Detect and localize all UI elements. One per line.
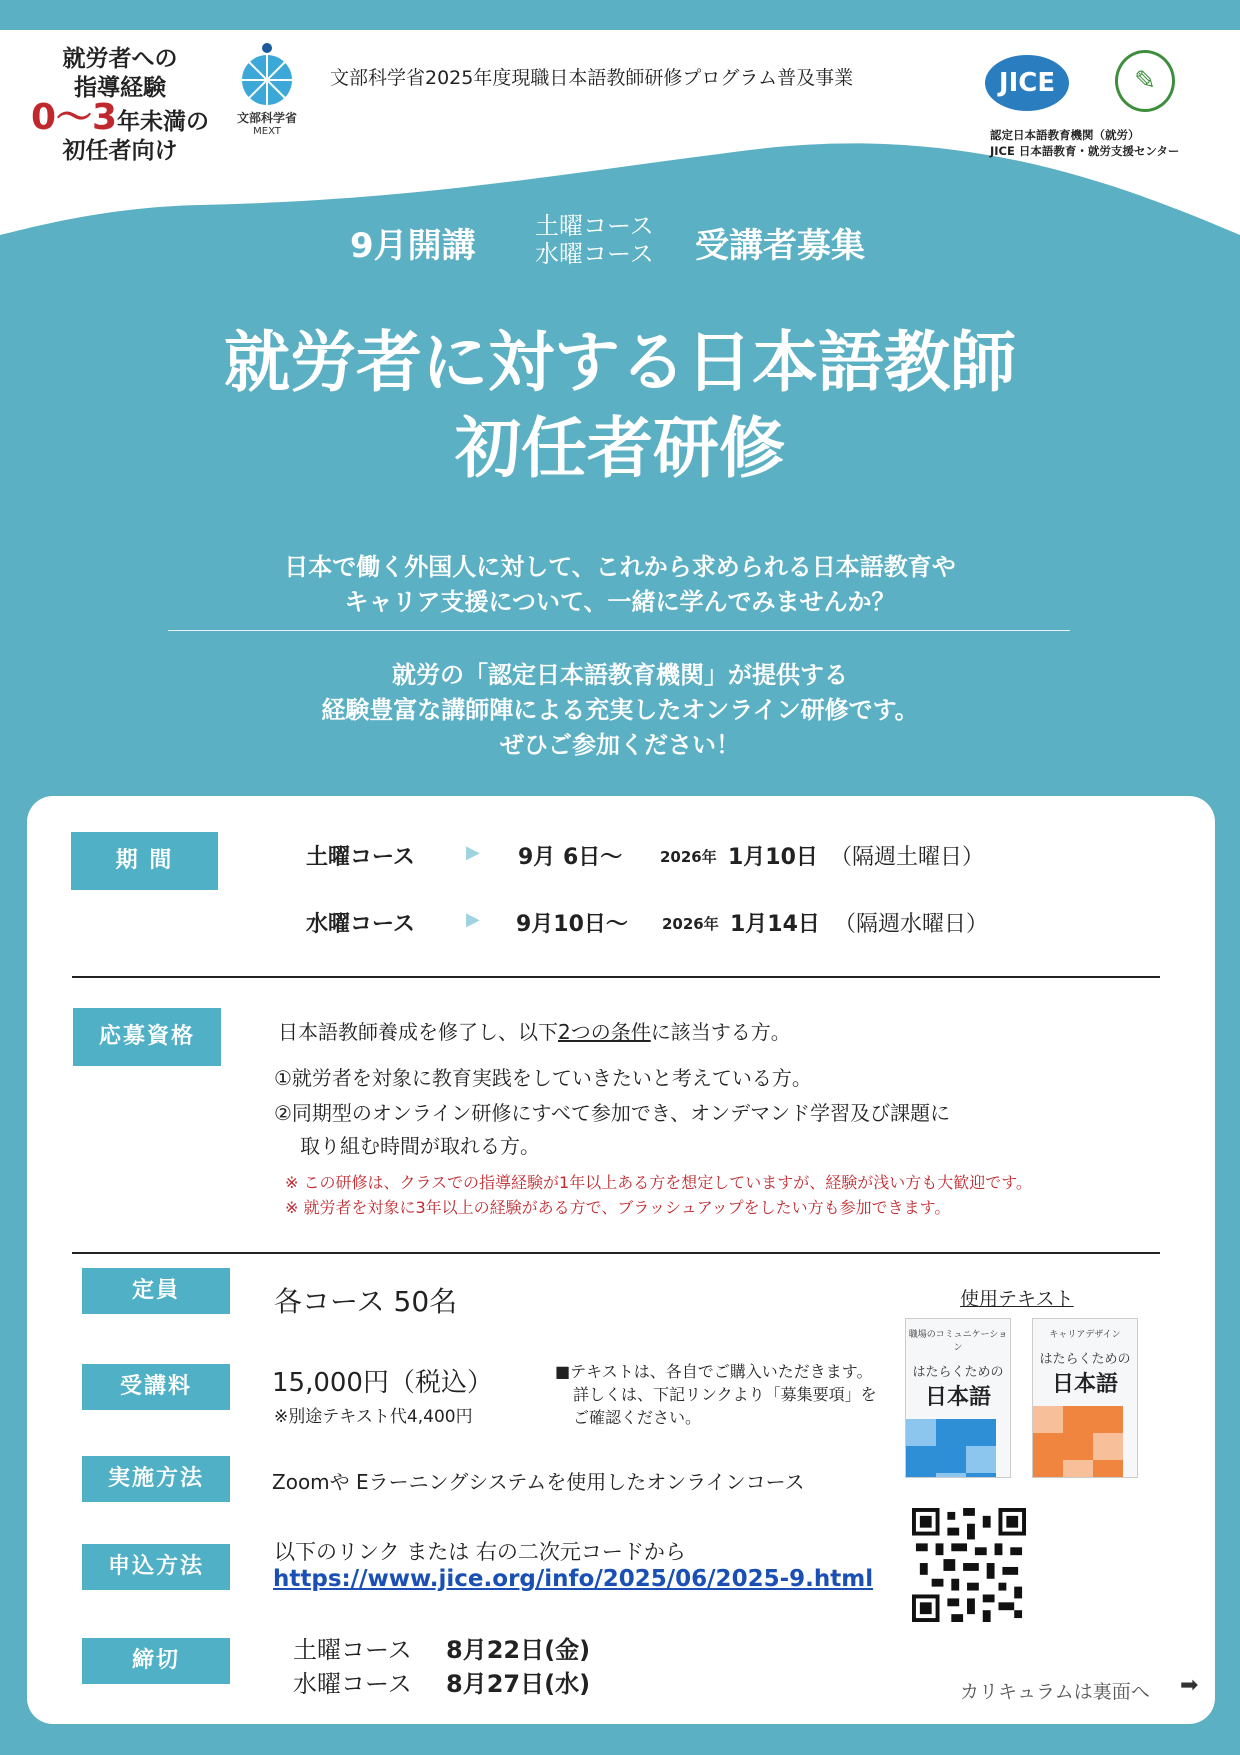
deadline-date-sat: 8月22日(金) bbox=[446, 1636, 591, 1664]
period-end-wed: 1月14日 bbox=[730, 912, 820, 937]
method-label: 実施方法 bbox=[82, 1456, 230, 1502]
lead2-line1: 就労の「認定日本語教育機関」が提供する bbox=[392, 661, 848, 689]
certified-institution-logo: ✎ bbox=[1115, 50, 1175, 112]
title-line1: 就労者に対する日本語教師 bbox=[224, 324, 1016, 401]
apply-value: 以下のリンク または 右の二次元コードから bbox=[274, 1540, 686, 1564]
recruit-course-wed: 水曜コース bbox=[535, 240, 654, 268]
lead-text-1 bbox=[0, 550, 1240, 620]
fee-sub: ※別途テキスト代4,400円 bbox=[274, 1407, 473, 1427]
fee-label: 受講料 bbox=[82, 1364, 230, 1410]
eligibility-intro-underline: 2つの条件 bbox=[558, 1020, 651, 1044]
book1-title-line2: 日本語 bbox=[924, 1385, 991, 1410]
deadline-course-sat: 土曜コース bbox=[293, 1636, 412, 1664]
textbook-heading: 使用テキスト bbox=[960, 1288, 1074, 1310]
book2-series: キャリアデザイン bbox=[1049, 1330, 1121, 1340]
org-line2: JICE 日本語教育・就労支援センター bbox=[990, 144, 1180, 158]
organization-name bbox=[990, 127, 1179, 159]
period-year-sat: 2026年 bbox=[660, 848, 717, 866]
recruit-course-sat: 土曜コース bbox=[535, 212, 654, 240]
period-course-wed: 水曜コース bbox=[306, 912, 415, 937]
lead-text-2 bbox=[0, 658, 1240, 763]
text-note-line1: ■テキストは、各自でご購入いただきます。 bbox=[555, 1362, 873, 1381]
play-arrow-icon: ▶ bbox=[466, 842, 480, 863]
mext-emblem-icon bbox=[237, 40, 297, 106]
target-line4: 初任者向け bbox=[62, 138, 178, 164]
eligibility-label: 応募資格 bbox=[73, 1008, 221, 1066]
lead2-line3: ぜひご参加ください！ bbox=[500, 731, 740, 759]
section-divider bbox=[72, 976, 1160, 978]
eligibility-cond2-line2: 取り組む時間が取れる方。 bbox=[300, 1134, 540, 1158]
eligibility-note2: ※ 就労者を対象に3年以上の経験がある方で、ブラッシュアップをしたい方も参加できます。 bbox=[285, 1198, 951, 1217]
text-note-line3: ご確認ください。 bbox=[573, 1408, 702, 1427]
eligibility-intro bbox=[278, 1016, 791, 1045]
lead-divider bbox=[168, 630, 1070, 631]
period-year-wed: 2026年 bbox=[662, 915, 719, 933]
book2-title-line1: はたらくための bbox=[1039, 1352, 1131, 1367]
book1-title-line1: はたらくための bbox=[912, 1365, 1004, 1380]
recruit-courses bbox=[535, 212, 654, 268]
qr-code[interactable] bbox=[912, 1508, 1026, 1622]
text-note-line2: 詳しくは、下記リンクより「募集要項」を bbox=[573, 1385, 877, 1404]
deadline-date-wed: 8月27日(水) bbox=[446, 1670, 591, 1698]
page-title bbox=[0, 320, 1240, 492]
period-start-wed: 9月10日〜 bbox=[516, 912, 628, 937]
target-years: 0〜3 bbox=[30, 97, 118, 138]
eligibility-intro-suffix: に該当する方。 bbox=[650, 1020, 791, 1044]
period-label: 期 間 bbox=[71, 832, 218, 890]
deadline-course-wed: 水曜コース bbox=[293, 1670, 412, 1698]
method-value: Zoomや Eラーニングシステムを使用したオンラインコース bbox=[272, 1470, 805, 1494]
apply-link[interactable]: https://www.jice.org/info/2025/06/2025-9.html bbox=[273, 1566, 874, 1592]
mext-label: 文部科学省 bbox=[236, 111, 297, 125]
eligibility-intro-prefix: 日本語教師養成を修了し、以下 bbox=[278, 1020, 558, 1044]
capacity-value: 各コース 50名 bbox=[274, 1285, 458, 1318]
book2-title-line2: 日本語 bbox=[1051, 1372, 1118, 1397]
section-divider bbox=[72, 1252, 1160, 1254]
textbook-cover-2 bbox=[1032, 1318, 1138, 1478]
mext-sub: MEXT bbox=[253, 126, 281, 137]
org-line1: 認定日本語教育機関（就労） bbox=[990, 128, 1140, 142]
target-suffix: 年未満の bbox=[117, 109, 210, 135]
period-course-sat: 土曜コース bbox=[306, 845, 415, 870]
arrow-right-icon: ➡ bbox=[1180, 1673, 1199, 1698]
start-month: 9月開講 bbox=[350, 226, 476, 266]
target-line2: 指導経験 bbox=[74, 75, 166, 101]
mext-logo bbox=[232, 40, 302, 137]
title-line2: 初任者研修 bbox=[455, 410, 785, 487]
jice-logo: JICE bbox=[985, 55, 1069, 111]
period-note-sat: （隔週土曜日） bbox=[830, 845, 985, 870]
recruit-label: 受講者募集 bbox=[695, 226, 865, 266]
lead1-line1: 日本で働く外国人に対して、これから求められる日本語教育や bbox=[284, 553, 956, 581]
capacity-label: 定員 bbox=[82, 1268, 230, 1314]
eligibility-cond1: ①就労者を対象に教育実践をしていきたいと考えている方。 bbox=[274, 1066, 812, 1090]
book2-cover-illustration bbox=[1033, 1406, 1123, 1478]
fee-value: 15,000円（税込） bbox=[272, 1368, 493, 1398]
apply-label: 申込方法 bbox=[82, 1544, 230, 1590]
textbook-cover-1 bbox=[905, 1318, 1011, 1478]
book1-cover-illustration bbox=[906, 1419, 996, 1478]
lead2-line2: 経験豊富な講師陣による充実したオンライン研修です。 bbox=[321, 696, 919, 724]
period-start-sat: 9月 6日〜 bbox=[518, 845, 623, 870]
sponsor-text: 文部科学省2025年度現職日本語教師研修プログラム普及事業 bbox=[330, 67, 854, 89]
eligibility-note1: ※ この研修は、クラスでの指導経験が1年以上ある方を想定していますが、経験が浅い方も大歓迎です。 bbox=[285, 1173, 1032, 1192]
book1-series: 職場のコミュニケーション bbox=[908, 1330, 1008, 1353]
period-end-sat: 1月10日 bbox=[728, 845, 818, 870]
target-line1: 就労者への bbox=[62, 46, 178, 72]
next-page-note: カリキュラムは裏面へ bbox=[960, 1681, 1150, 1703]
eligibility-cond2-line1: ②同期型のオンライン研修にすべて参加でき、オンデマンド学習及び課題に bbox=[274, 1101, 951, 1125]
play-arrow-icon: ▶ bbox=[466, 909, 480, 930]
target-audience-badge bbox=[20, 45, 220, 166]
deadline-label: 締切 bbox=[82, 1638, 230, 1684]
lead1-line2: キャリア支援について、一緒に学んでみませんか？ bbox=[344, 588, 896, 616]
eligibility-notes bbox=[285, 1170, 1032, 1220]
period-note-wed: （隔週水曜日） bbox=[834, 912, 989, 937]
text-purchase-note bbox=[555, 1360, 877, 1429]
target-line3 bbox=[20, 97, 220, 138]
